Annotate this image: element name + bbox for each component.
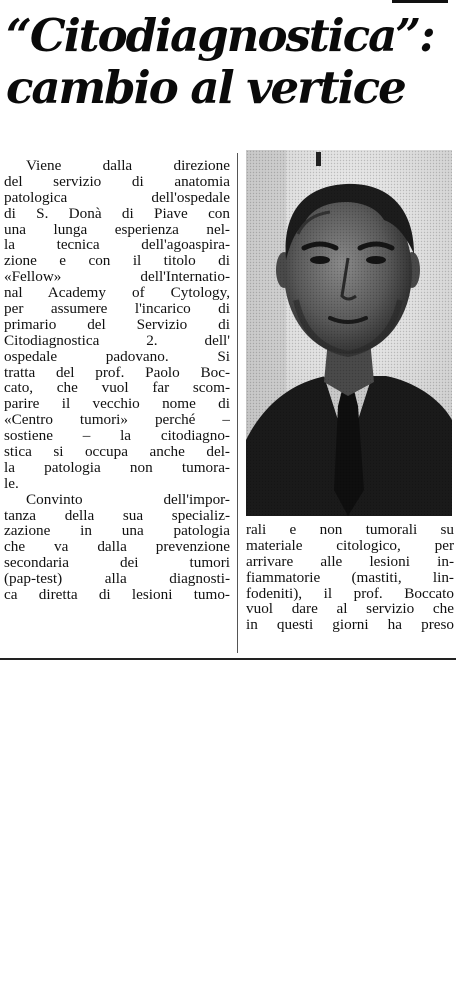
text-line: materiale citologico, per	[246, 537, 454, 554]
text-line: arrivare alle lesioni in-	[246, 553, 454, 570]
column-divider	[237, 153, 238, 653]
article-column-right	[246, 522, 454, 633]
text-line: in questi giorni ha preso	[246, 617, 454, 634]
text-line: per assumere l'incarico di	[4, 301, 230, 317]
text-line: la patologia non tumora-	[4, 459, 230, 476]
text-line: le.	[4, 475, 19, 492]
text-line: la tecnica dell'agoaspira-	[4, 237, 230, 254]
text-line: rali e non tumorali su	[246, 522, 454, 538]
text-line: una lunga esperienza nel-	[4, 221, 230, 238]
text-line: Convinto dell'impor-	[26, 491, 230, 508]
paragraph-2	[4, 492, 230, 603]
text-line: primario del Servizio di	[4, 316, 230, 333]
text-line: cato, che vuol far scom-	[4, 380, 230, 397]
text-line: zione e con il titolo di	[4, 253, 230, 270]
text-line: nal Academy of Cytology,	[4, 285, 230, 302]
text-line: di S. Donà di Piave con	[4, 205, 230, 222]
headline-line-1: “Citodiagnostica”:	[6, 9, 434, 62]
text-line: del servizio di anatomia	[4, 173, 230, 190]
text-line: (pap-test) alla diagnosti-	[4, 571, 230, 588]
text-line: «Centro tumori» perché –	[4, 412, 230, 429]
text-line: tanza della sua specializ-	[4, 507, 230, 524]
bottom-rule	[0, 658, 456, 660]
text-line: Viene dalla direzione	[26, 158, 230, 174]
text-line: parire il vecchio nome di	[4, 396, 230, 413]
text-line: stica si occupa anche del-	[4, 444, 230, 460]
text-line: fiammatorie (mastiti, lin-	[246, 569, 454, 586]
paragraph-1	[4, 158, 230, 492]
portrait-photo	[246, 150, 452, 516]
text-line: tratta del prof. Paolo Boc-	[4, 364, 230, 381]
headline-line-2: cambio al vertice	[6, 61, 405, 114]
text-line: ospedale padovano. Si	[4, 348, 230, 365]
text-line: «Fellow» dell'Internatio-	[4, 269, 230, 286]
text-line: che va dalla prevenzione	[4, 539, 230, 556]
top-rule	[392, 0, 448, 3]
portrait-illustration	[246, 150, 452, 516]
text-line: patologica dell'ospedale	[4, 189, 230, 206]
text-line: sostiene – la citodiagno-	[4, 428, 230, 445]
text-line: zazione in una patologia	[4, 523, 230, 540]
text-line: fodeniti), il prof. Boccato	[246, 585, 454, 602]
text-line: Citodiagnostica 2. dell'	[4, 332, 230, 349]
article-column-left	[4, 158, 230, 603]
text-line: ca diretta di lesioni tumo-	[4, 587, 230, 603]
text-line: secondaria dei tumori	[4, 555, 230, 572]
headline	[6, 10, 452, 114]
text-line: vuol dare al servizio che	[246, 601, 454, 618]
